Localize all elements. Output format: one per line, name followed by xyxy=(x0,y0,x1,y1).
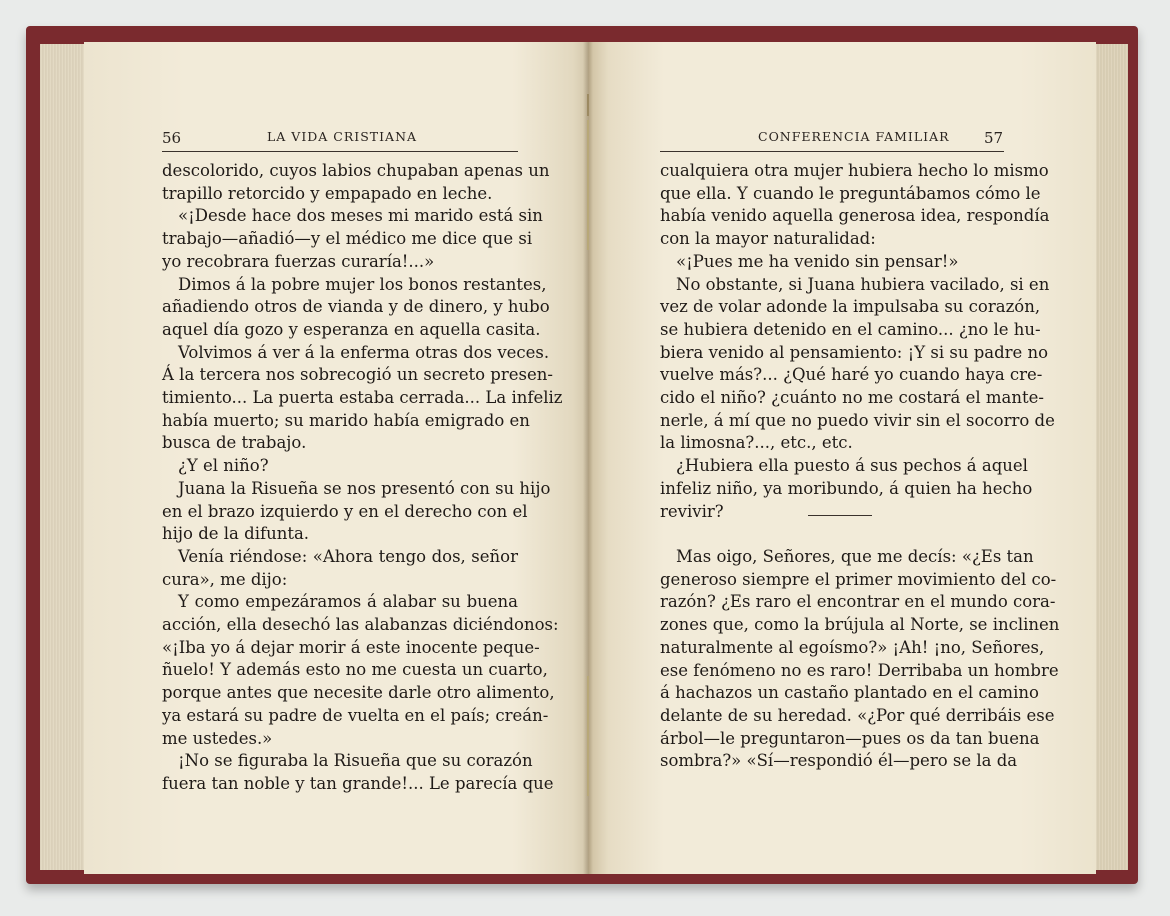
text-line: ese fenómeno no es raro! Derribaba un hombre xyxy=(660,660,1059,680)
text-line: revivir? xyxy=(660,501,724,521)
text-line: Volvimos á ver á la enferma otras dos veces. xyxy=(178,342,550,362)
text-line: delante de su heredad. «¿Por qué derribáis ese xyxy=(660,705,1055,725)
text-line: infeliz niño, ya moribundo, á quien ha hecho xyxy=(660,478,1033,498)
left-body-text xyxy=(162,160,563,796)
text-line: Y como empezáramos á alabar su buena xyxy=(178,592,518,612)
text-line: cido el niño? ¿cuánto no me costará el mante- xyxy=(660,388,1044,408)
text-line: generoso siempre el primer movimiento del co- xyxy=(660,569,1057,589)
text-line: á hachazos un castaño plantado en el camino xyxy=(660,683,1039,703)
text-line: la limosna?..., etc., etc. xyxy=(660,433,853,453)
text-line: aquel día gozo y esperanza en aquella casita. xyxy=(162,319,541,339)
text-line: Venía riéndose: «Ahora tengo dos, señor xyxy=(178,546,518,566)
page-edges-left xyxy=(40,44,90,870)
text-line: Juana la Risueña se nos presentó con su hijo xyxy=(178,478,551,498)
text-line: No obstante, si Juana hubiera vacilado, si en xyxy=(676,274,1050,294)
text-line: cualquiera otra mujer hubiera hecho lo mismo xyxy=(660,161,1049,180)
text-line: se hubiera detenido en el camino... ¿no le hu- xyxy=(660,319,1041,339)
text-line: timiento... La puerta estaba cerrada... La infeliz xyxy=(162,388,563,408)
text-line: Á la tercera nos sobrecogió un secreto presen- xyxy=(162,365,553,385)
text-line: vez de volar adonde la impulsaba su corazón, xyxy=(660,297,1041,317)
text-line: cura», me dijo: xyxy=(162,569,288,589)
binding-thread xyxy=(587,120,589,250)
text-line: hijo de la difunta. xyxy=(162,524,310,544)
binding-thread xyxy=(587,676,589,796)
text-line: Mas oigo, Señores, que me decís: «¿Es tan xyxy=(676,547,1034,566)
text-line: vuelve más?... ¿Qué haré yo cuando haya cre- xyxy=(660,365,1043,385)
text-line: ya estará su padre de vuelta en el país; creán- xyxy=(162,705,549,725)
text-line: nerle, á mí que no puedo vivir sin el socorro de xyxy=(660,410,1055,430)
right-body-text xyxy=(660,160,1055,523)
binding-stitch xyxy=(587,94,589,116)
text-line: añadiendo otros de vianda y de dinero, y hubo xyxy=(162,297,550,317)
text-line: descolorido, cuyos labios chupaban apenas un xyxy=(162,161,550,180)
left-running-header: LA VIDA CRISTIANA xyxy=(267,129,418,144)
text-line: «¡Pues me ha venido sin pensar!» xyxy=(676,251,959,271)
page-edges-right xyxy=(1092,44,1128,870)
text-line: había venido aquella generosa idea, respondía xyxy=(660,206,1050,226)
text-line: que ella. Y cuando le preguntábamos cómo le xyxy=(660,183,1041,203)
text-line: «¡Iba yo á dejar morir á este inocente peque- xyxy=(162,637,540,657)
text-line: busca de trabajo. xyxy=(162,433,307,453)
text-line: ¿Hubiera ella puesto á sus pechos á aquel xyxy=(676,456,1028,476)
text-line: razón? ¿Es raro el encontrar en el mundo cora- xyxy=(660,592,1056,612)
text-line: me ustedes.» xyxy=(162,728,273,748)
text-line: acción, ella desechó las alabanzas diciéndonos: xyxy=(162,615,559,635)
text-line: zones que, como la brújula al Norte, se inclinen xyxy=(660,615,1060,635)
left-header-rule xyxy=(162,151,518,152)
text-line: sombra?» «Sí—respondió él—pero se la da xyxy=(660,751,1018,771)
right-page-number: 57 xyxy=(984,129,1004,147)
text-line: yo recobrara fuerzas curaría!...» xyxy=(162,251,435,271)
text-line: naturalmente al egoísmo?» ¡Ah! ¡no, Señores, xyxy=(660,637,1045,657)
text-line: trabajo—añadió—y el médico me dice que si xyxy=(162,229,533,249)
section-separator xyxy=(808,515,872,516)
text-line: ¿Y el niño? xyxy=(178,456,269,476)
text-line: trapillo retorcido y empapado en leche. xyxy=(162,183,493,203)
text-line: ñuelo! Y además esto no me cuesta un cuarto, xyxy=(162,660,548,680)
text-line: porque antes que necesite darle otro alimento, xyxy=(162,683,555,703)
text-line: con la mayor naturalidad: xyxy=(660,229,876,249)
text-line: había muerto; su marido había emigrado en xyxy=(162,410,530,430)
text-line: árbol—le preguntaron—pues os da tan buena xyxy=(660,728,1040,748)
right-header-rule xyxy=(660,151,1004,152)
text-line: Dimos á la pobre mujer los bonos restantes, xyxy=(178,274,547,294)
text-line: en el brazo izquierdo y en el derecho con el xyxy=(162,501,528,521)
left-page-number: 56 xyxy=(162,129,182,147)
right-body-text-continued xyxy=(660,546,1060,773)
right-running-header: CONFERENCIA FAMILIAR xyxy=(758,129,950,144)
text-line: ¡No se figuraba la Risueña que su corazón xyxy=(178,751,533,771)
text-line: biera venido al pensamiento: ¡Y si su padre no xyxy=(660,342,1049,362)
text-line: «¡Desde hace dos meses mi marido está sin xyxy=(178,206,543,226)
text-line: fuera tan noble y tan grande!... Le parecía que xyxy=(162,773,554,793)
